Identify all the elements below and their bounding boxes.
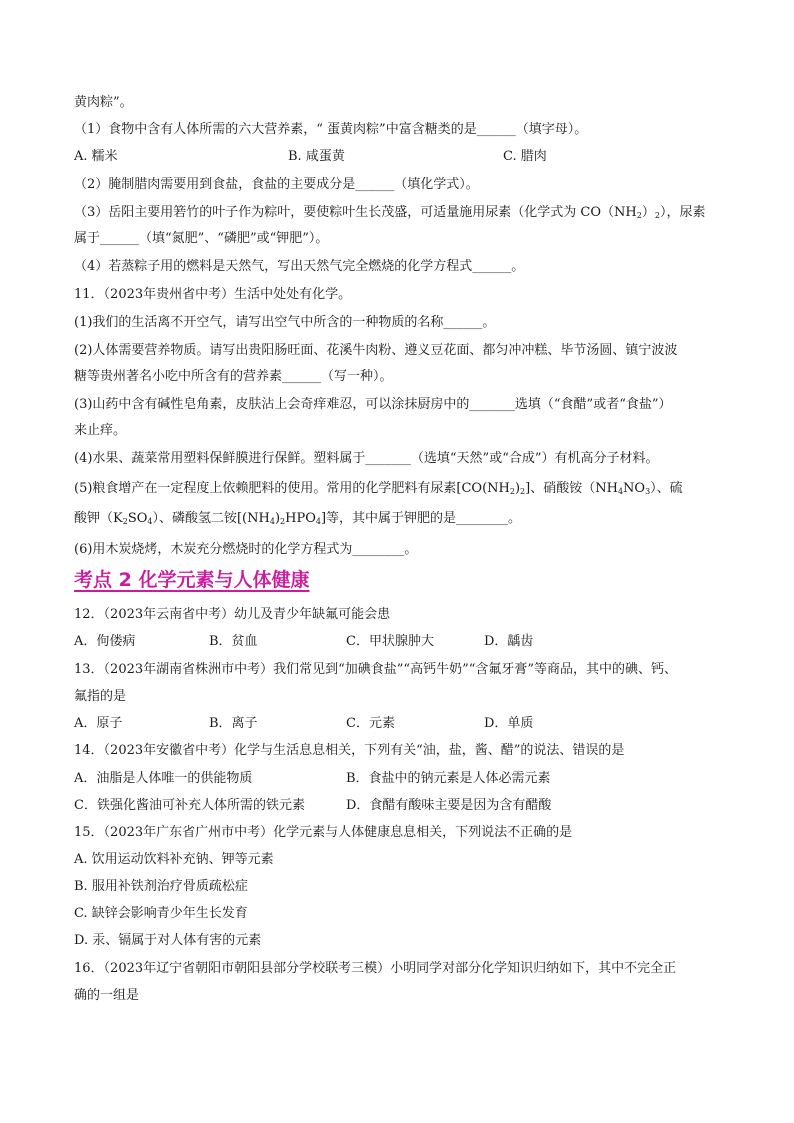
- question-11-part-1: (1)我们的生活离不开空气，请写出空气中所含的一种物质的名称______。: [74, 315, 496, 330]
- question-13-stem-line-2: 氟指的是: [74, 689, 127, 704]
- q12-option-b: B．贫血: [209, 634, 258, 649]
- question-10-part-2: （2）腌制腊肉需要用到食盐，食盐的主要成分是______（填化学式）。: [74, 177, 479, 192]
- question-11-part-4: (4)水果、蔬菜常用塑料保鲜膜进行保鲜。塑料属于_______（选填“天然”或“合成”）有机高分子材料。: [74, 451, 659, 466]
- question-10-part-3-line-2: 属于______（填“氮肥”、“磷肥”或“钾肥”）。: [74, 231, 329, 246]
- question-12-stem: 12．（2023年云南省中考）幼儿及青少年缺氟可能会患: [74, 607, 391, 622]
- question-10-part-1: （1）食物中含有人体所需的六大营养素，“ 蛋黄肉粽”中富含糖类的是______（填字母）。: [74, 122, 588, 137]
- q12-option-c: C．甲状腺肿大: [346, 634, 434, 649]
- question-11-part-5-line-2: 酸钾$(K_2SO_4)$、磷酸氢二铵$[(NH_4)_2HPO_4]$等，其中属于钾肥的是________。: [74, 511, 522, 526]
- text-line: 黄肉粽”。: [74, 95, 133, 110]
- q14-option-b: B．食盐中的钠元素是人体必需元素: [346, 771, 551, 786]
- q15-option-c: C. 缺锌会影响青少年生长发育: [74, 906, 248, 921]
- question-16-stem-line-1: 16．（2023年辽宁省朝阳市朝阳县部分学校联考三模）小明同学对部分化学知识归纳如下，其中不完全正: [74, 961, 677, 976]
- option-b: B. 咸蛋黄: [288, 149, 345, 164]
- q14-option-d: D．食醋有酸味主要是因为含有醋酸: [346, 798, 552, 813]
- q15-option-a: A. 饮用运动饮料补充钠、钾等元素: [74, 852, 274, 867]
- q14-option-a: A．油脂是人体唯一的供能物质: [74, 771, 253, 786]
- q13-option-a: A．原子: [74, 716, 123, 731]
- question-11-part-6: (6)用木炭烧烤，木炭充分燃烧时的化学方程式为________。: [74, 542, 418, 557]
- q15-option-b: B. 服用补铁剂治疗骨质疏松症: [74, 879, 248, 894]
- question-10-part-3-line-1: （3）岳阳主要用箬竹的叶子作为粽叶，要使粽叶生长茂盛，可适量施用尿素（化学式为 $CO(NH_2)_2$），尿素: [74, 205, 706, 220]
- question-16-stem-line-2: 确的一组是: [74, 988, 140, 1003]
- q15-option-d: D. 汞、镉属于对人体有害的元素: [74, 933, 262, 948]
- question-13-stem-line-1: 13．（2023年湖南省株洲市中考）我们常见到“加碘食盐”“高钙牛奶”“含氟牙膏”等商品，其中的碘、钙、: [74, 662, 678, 677]
- question-11-part-3-line-2: 来止痒。: [74, 423, 127, 438]
- option-c: C. 腊肉: [503, 149, 547, 164]
- q12-option-a: A．佝偻病: [74, 634, 136, 649]
- question-11-part-2-line-2: 糖等贵州著名小吃中所含有的营养素______（写一种）。: [74, 369, 393, 384]
- option-a: A. 糯米: [74, 149, 118, 164]
- question-11-part-5-line-1: (5)粮食增产在一定程度上依赖肥料的使用。常用的化学肥料有尿素$[CO(NH_2)_2]$、硝酸铵$(NH_4NO_3)$、硫: [74, 481, 683, 496]
- q13-option-c: C．元素: [346, 716, 395, 731]
- q14-option-c: C．铁强化酱油可补充人体所需的铁元素: [74, 798, 305, 813]
- question-11-stem: 11．（2023年贵州省中考）生活中处处有化学。: [74, 287, 352, 302]
- q13-option-d: D．单质: [484, 716, 534, 731]
- question-11-part-2-line-1: (2)人体需要营养物质。请写出贵阳肠旺面、花溪牛肉粉、遵义豆花面、都匀冲冲糕、毕节汤圆、镇宁波波: [74, 343, 678, 358]
- question-11-part-3-line-1: (3)山药中含有碱性皂角素，皮肤沾上会奇痒难忍，可以涂抹厨房中的_______选填（“食醋”或者“食盐”）: [74, 397, 672, 412]
- q12-option-d: D．龋齿: [484, 634, 534, 649]
- q13-option-b: B．离子: [209, 716, 258, 731]
- section-heading: 考点 2 化学元素与人体健康: [74, 569, 310, 591]
- question-10-part-4: （4）若蒸粽子用的燃料是天然气，写出天然气完全燃烧的化学方程式______。: [74, 259, 525, 274]
- question-14-stem: 14．（2023年安徽省中考）化学与生活息息相关，下列有关“油，盐，酱、醋”的说法、错误的是: [74, 743, 625, 758]
- question-15-stem: 15．（2023年广东省广州市中考）化学元素与人体健康息息相关，下列说法不正确的是: [74, 825, 573, 840]
